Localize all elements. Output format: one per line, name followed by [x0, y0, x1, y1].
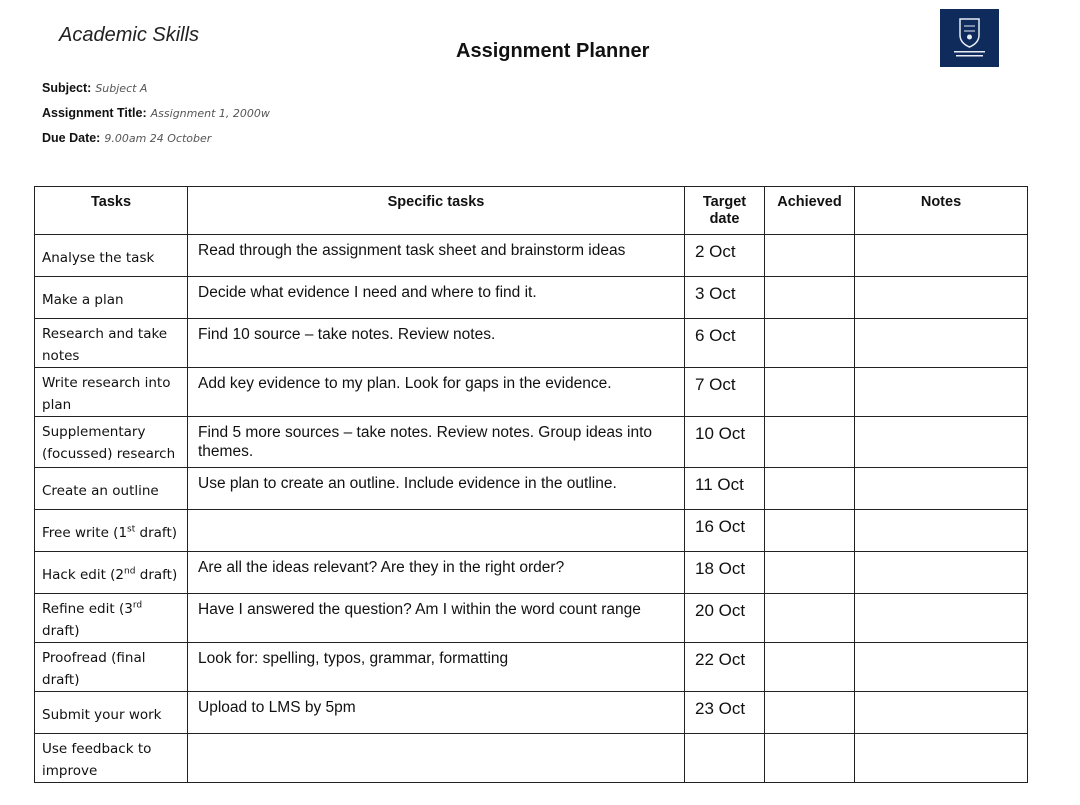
planner-table — [34, 186, 1028, 783]
header-achieved: Achieved — [765, 187, 855, 235]
achieved-cell[interactable] — [765, 692, 855, 734]
specific-task-cell: Find 10 source – take notes. Review notes. — [188, 319, 685, 368]
task-text: Hack edit (2 — [42, 567, 125, 583]
ordinal-suffix: st — [127, 524, 136, 535]
notes-cell[interactable] — [855, 510, 1028, 552]
achieved-cell[interactable] — [765, 552, 855, 594]
table-row — [35, 643, 1028, 692]
table-row — [35, 692, 1028, 734]
table-row — [35, 734, 1028, 783]
task-cell — [35, 552, 188, 594]
target-date-cell: 23 Oct — [685, 692, 765, 734]
target-date-cell: 22 Oct — [685, 643, 765, 692]
specific-task-cell: Decide what evidence I need and where to find it. — [188, 277, 685, 319]
specific-task-cell: Have I answered the question? Am I within the word count range — [188, 594, 685, 643]
achieved-cell[interactable] — [765, 417, 855, 468]
specific-task-cell: Upload to LMS by 5pm — [188, 692, 685, 734]
notes-cell[interactable] — [855, 468, 1028, 510]
header-target-line2: date — [709, 211, 740, 227]
task-cell: Proofread (final draft) — [35, 643, 188, 692]
university-crest-icon — [940, 9, 999, 67]
table-row — [35, 277, 1028, 319]
task-text: Refine edit (3 — [42, 601, 133, 617]
target-date-cell: 20 Oct — [685, 594, 765, 643]
task-cell: Research and take notes — [35, 319, 188, 368]
task-cell: Analyse the task — [35, 235, 188, 277]
task-cell: Use feedback to improve — [35, 734, 188, 783]
task-cell: Make a plan — [35, 277, 188, 319]
task-cell: Supplementary (focussed) research — [35, 417, 188, 468]
table-row — [35, 235, 1028, 277]
notes-cell[interactable] — [855, 235, 1028, 277]
achieved-cell[interactable] — [765, 468, 855, 510]
table-row — [35, 417, 1028, 468]
achieved-cell[interactable] — [765, 734, 855, 783]
task-text-end: draft) — [42, 623, 80, 639]
target-date-cell: 16 Oct — [685, 510, 765, 552]
achieved-cell[interactable] — [765, 510, 855, 552]
achieved-cell[interactable] — [765, 368, 855, 417]
table-row — [35, 368, 1028, 417]
notes-cell[interactable] — [855, 692, 1028, 734]
target-date-cell — [685, 734, 765, 783]
header-notes: Notes — [855, 187, 1028, 235]
specific-task-cell — [188, 734, 685, 783]
specific-task-cell: Find 5 more sources – take notes. Review notes. Group ideas into themes. — [188, 417, 685, 468]
task-cell: Write research into plan — [35, 368, 188, 417]
achieved-cell[interactable] — [765, 277, 855, 319]
specific-task-cell: Read through the assignment task sheet and brainstorm ideas — [188, 235, 685, 277]
table-row — [35, 552, 1028, 594]
target-date-cell: 3 Oct — [685, 277, 765, 319]
notes-cell[interactable] — [855, 319, 1028, 368]
task-cell: Create an outline — [35, 468, 188, 510]
target-date-cell: 6 Oct — [685, 319, 765, 368]
achieved-cell[interactable] — [765, 643, 855, 692]
notes-cell[interactable] — [855, 594, 1028, 643]
specific-task-cell: Look for: spelling, typos, grammar, formatting — [188, 643, 685, 692]
header-target-line1: Target — [702, 194, 747, 210]
header-specific-tasks: Specific tasks — [188, 187, 685, 235]
ordinal-suffix: nd — [124, 566, 136, 577]
assignment-title-line — [42, 106, 270, 120]
specific-task-cell: Use plan to create an outline. Include evidence in the outline. — [188, 468, 685, 510]
achieved-cell[interactable] — [765, 235, 855, 277]
due-date-line — [42, 131, 211, 145]
notes-cell[interactable] — [855, 552, 1028, 594]
header-tasks: Tasks — [35, 187, 188, 235]
due-date-value: 9.00am 24 October — [104, 132, 212, 145]
achieved-cell[interactable] — [765, 594, 855, 643]
header-target-date — [685, 187, 765, 235]
achieved-cell[interactable] — [765, 319, 855, 368]
table-row — [35, 594, 1028, 643]
target-date-cell: 18 Oct — [685, 552, 765, 594]
header-row — [35, 187, 1028, 235]
due-date-label: Due Date: — [42, 131, 101, 145]
specific-task-cell: Are all the ideas relevant? Are they in the right order? — [188, 552, 685, 594]
table-row — [35, 468, 1028, 510]
notes-cell[interactable] — [855, 417, 1028, 468]
notes-cell[interactable] — [855, 643, 1028, 692]
table-row — [35, 319, 1028, 368]
subject-value: Subject A — [95, 82, 148, 95]
specific-task-cell — [188, 510, 685, 552]
task-text-end: draft) — [135, 525, 178, 541]
target-date-cell: 10 Oct — [685, 417, 765, 468]
task-cell: Submit your work — [35, 692, 188, 734]
task-cell — [35, 594, 188, 643]
subject-line — [42, 81, 147, 95]
subject-label: Subject: — [42, 81, 92, 95]
target-date-cell: 11 Oct — [685, 468, 765, 510]
task-text-end: draft) — [135, 567, 178, 583]
notes-cell[interactable] — [855, 734, 1028, 783]
page-title: Assignment Planner — [456, 40, 650, 62]
target-date-cell: 2 Oct — [685, 235, 765, 277]
notes-cell[interactable] — [855, 277, 1028, 319]
target-date-cell: 7 Oct — [685, 368, 765, 417]
task-text: Free write (1 — [42, 525, 128, 541]
assignment-title-label: Assignment Title: — [42, 106, 147, 120]
table-row — [35, 510, 1028, 552]
assignment-title-value: Assignment 1, 2000w — [150, 107, 270, 120]
specific-task-cell: Add key evidence to my plan. Look for gaps in the evidence. — [188, 368, 685, 417]
notes-cell[interactable] — [855, 368, 1028, 417]
ordinal-suffix: rd — [132, 600, 143, 611]
academic-skills-brand: Academic Skills — [59, 24, 200, 46]
task-cell — [35, 510, 188, 552]
